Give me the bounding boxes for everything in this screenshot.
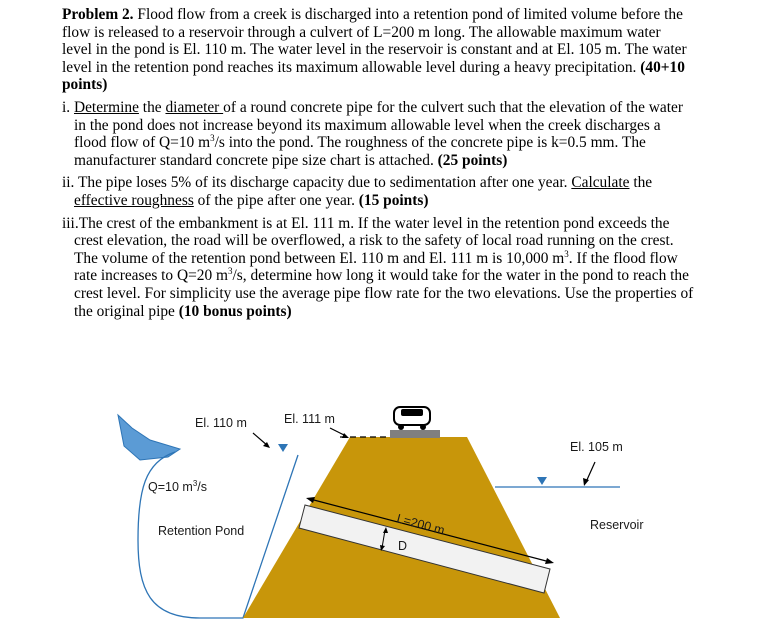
intro-text: Flood flow from a creek is discharged into a retention pond of limited volume before the flow is released to a reservoir through a culvert of L=200 m long. The allowable maximum water level in the pond is El. 110 m. The water level in the reservoir is constant and at El. 105 m. The water level in the retention pond reaches its maximum allowable level during a heavy precipitation. xyxy=(62,6,687,76)
embankment xyxy=(243,437,560,618)
superscript: 3 xyxy=(210,133,215,144)
part-text: the xyxy=(142,98,162,116)
part-points: (10 bonus points) xyxy=(178,302,292,320)
part-marker: iii. xyxy=(62,214,79,232)
superscript: 3 xyxy=(227,266,233,277)
road xyxy=(390,430,440,438)
el105-arrow xyxy=(586,462,595,482)
car-icon xyxy=(394,407,430,430)
label-flow: Q=10 $m^3/s$ xyxy=(148,479,207,494)
label-pipe-length: L=200 m xyxy=(395,511,447,538)
part-marker: i. xyxy=(62,98,71,116)
superscript: 3 xyxy=(564,248,569,259)
part-text: of a round concrete pipe for the culvert such that the elevation of the water in the pond does not increase beyond its maximum allowable level when the creek discharges a flood flow of Q=10 m xyxy=(74,98,683,152)
part-text: /s, determine how long it would take for the water in the pond to reach the crest level. For simplicity use the average pipe flow rate for the two elevations. Use the properties of the original pipe xyxy=(74,267,694,320)
label-reservoir: Reservoir xyxy=(590,518,644,532)
part-points: (25 points) xyxy=(437,151,508,169)
label-diameter: D xyxy=(398,539,408,553)
problem-heading: Problem 2. xyxy=(62,6,134,23)
label-el-105: El. 105 m xyxy=(570,440,623,454)
part-text: The crest of the embankment is at El. 111 m. If the water level in the retention pond exceeds the crest elevation, the road will be overflowed, a risk to the safety of local road running on the crest. The volume of the retention pond between El. 110 m and El. 111 m is 10,000 m xyxy=(74,214,674,267)
part-text: The pipe loses 5% of its discharge capacity due to sedimentation after one year. xyxy=(77,174,568,192)
part-text: . If the flood flow rate increases to Q=20 m xyxy=(74,249,678,285)
el105-arrowhead xyxy=(583,478,589,486)
water-level-marker-110 xyxy=(278,444,288,452)
label-retention-pond: Retention Pond xyxy=(158,524,245,538)
part-target: effective roughness xyxy=(74,191,194,209)
label-el-110: El. 110 m xyxy=(195,416,247,430)
part-target: diameter xyxy=(165,98,224,116)
part-marker: ii. xyxy=(62,174,75,192)
part-verb: Calculate xyxy=(571,174,630,192)
length-arrowhead-end xyxy=(545,558,554,564)
label-el-111: El. 111 m xyxy=(284,412,335,426)
intro-points: (40+10 points) xyxy=(62,58,685,94)
el111-arrowhead xyxy=(342,433,349,438)
part-text: /s into the pond. The roughness of the concrete pipe is k=0.5 mm. The manufacturer standard concrete pipe size chart is attached. xyxy=(74,134,646,169)
water-level-marker-105 xyxy=(537,477,547,485)
part-text: the xyxy=(633,174,653,192)
part-points: (15 points) xyxy=(358,191,429,209)
part-verb: Determine xyxy=(73,98,139,116)
part-text: of the pipe after one year. xyxy=(197,191,355,209)
